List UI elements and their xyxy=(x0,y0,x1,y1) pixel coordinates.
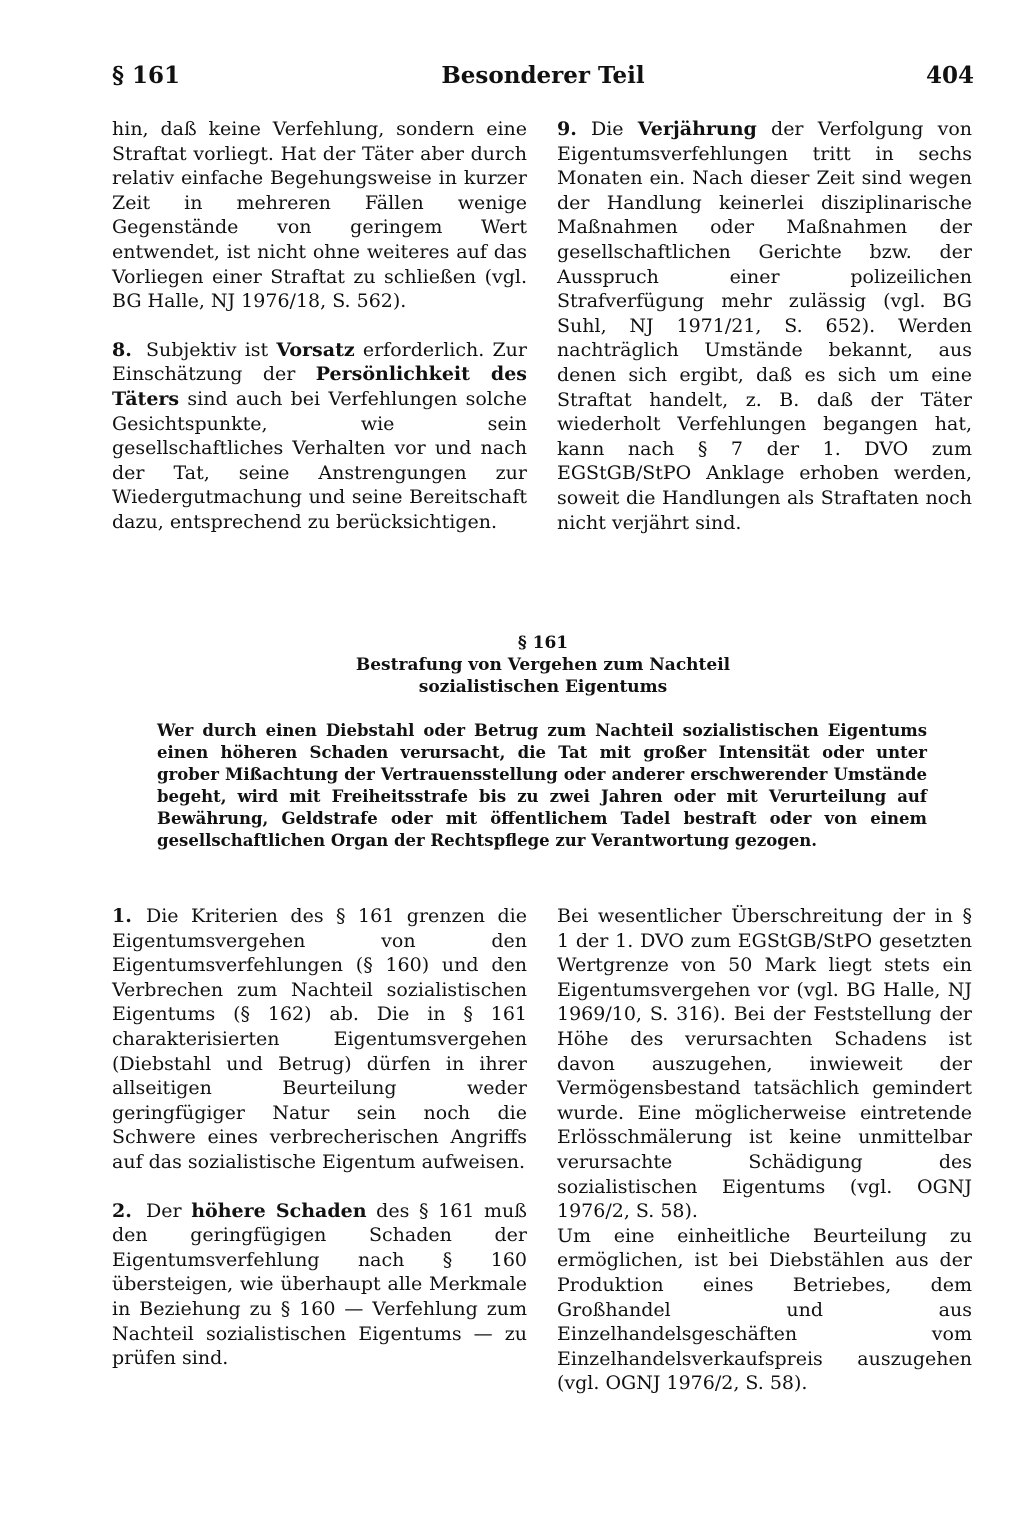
paragraph-9: 9. Die Verjährung der Verfolgung von Eigentumsverfehlungen tritt in sechs Monaten ein. Nach dieser Zeit sind wegen der Handlung keinerlei disziplinarische Maßnahmen oder Maßnahmen der gesellschaftlichen Gerichte bzw. der Ausspruch einer polizeilichen Strafverfügung mehr zulässig (vgl. BG Suhl, NJ 1971/21, S. 652). Werden nachträglich Umstände bekannt, aus denen sich ergibt, daß es sich um eine Straftat handelt, z. B. daß der Täter wiederholt Verfehlungen begangen hat, kann nach § 7 der 1. DVO zum EGStGB/StPO Anklage erhoben werden, soweit die Handlungen als Straftaten noch nicht verjährt sind. xyxy=(557,118,973,534)
law-text: Wer durch einen Diebstahl oder Betrug zum Nachteil sozialistischen Eigentums einen höheren Schaden verursacht, die Tat mit großer Intensität oder unter grober Mißachtung der Vertrauensstellung oder anderer erschwerender Umstände begeht, wird mit Freiheitsstrafe bis zu zwei Jahren oder mit Verurteilung auf Bewährung, Geldstrafe oder mit öffentlichem Tadel bestraft oder von einem gesellschaftlichen Organ der Rechtspflege zur Verantwortung gezogen. xyxy=(157,721,927,850)
paragraph-2-continuation-a: Bei wesentlicher Überschreitung der in § 1 der 1. DVO zum EGStGB/StPO gesetzten Wertgrenze von 50 Mark liegt stets ein Eigentumsvergehen vor (vgl. BG Halle, NJ 1969/10, S. 316). Bei der Feststellung der Höhe des verursachten Schadens ist davon auszugehen, inwieweit der Vermögensbestand tatsächlich gemindert wurde. Eine möglicherweise eintretende Erlösschmälerung ist keine unmittelbar verursachte Schädigung des sozialistischen Eigentums (vgl. OGNJ 1976/2, S. 58). xyxy=(557,905,972,1223)
law-heading xyxy=(112,632,974,698)
paragraph-number: 9. xyxy=(557,118,577,140)
paragraph-number: 1. xyxy=(112,905,132,927)
header-title: Besonderer Teil xyxy=(441,62,645,89)
upper-left-column xyxy=(112,117,527,535)
keyword: höhere Schaden xyxy=(191,1199,367,1222)
keyword: Persönlichkeit des Täters xyxy=(112,363,527,410)
header-section: § 161 xyxy=(112,62,181,89)
paragraph-number: 8. xyxy=(112,338,132,361)
paragraph-8: 8. Subjektiv ist Vorsatz erforderlich. Zur Einschätzung der Persönlichkeit des Täters sind auch bei Verfehlungen solche Gesichtspunkte, wie sein gesellschaftliches Verhalten vor und nach der Tat, seine Anstrengungen zur Wiedergutmachung und seine Bereitschaft dazu, entsprechend zu berücksichtigen. xyxy=(112,338,527,533)
law-title-line-2: sozialistischen Eigentums xyxy=(418,677,668,697)
lower-right-column xyxy=(557,904,972,1396)
page-header xyxy=(112,62,974,96)
paragraph-7-continuation: hin, daß keine Verfehlung, sondern eine Straftat vorliegt. Hat der Täter aber durch relativ einfache Begehungsweise in kurzer Zeit in mehreren Fällen wenige Gegenstände von geringem Wert entwendet, ist nicht ohne weiteres auf das Vorliegen einer Straftat zu schließen (vgl. BG Halle, NJ 1976/18, S. 562). xyxy=(112,118,527,313)
paragraph-2-continuation-b: Um eine einheitliche Beurteilung zu ermöglichen, ist bei Diebstählen aus der Produktion eines Betriebes, dem Großhandel und aus Einzelhandelsgeschäften vom Einzelhandelsverkaufspreis auszugehen (vgl. OGNJ 1976/2, S. 58). xyxy=(557,1224,972,1395)
law-title-line-1: Bestrafung von Vergehen zum Nachteil xyxy=(355,655,731,675)
law-section-number: § 161 xyxy=(517,633,569,653)
paragraph-2: 2. Der höhere Schaden des § 161 muß den geringfügigen Schaden der Eigentumsverfehlung nach § 160 übersteigen, wie überhaupt alle Merkmale in Beziehung zu § 160 — Verfehlung zum Nachteil sozialistischen Eigentums — zu prüfen sind. xyxy=(112,1199,527,1370)
paragraph-number: 2. xyxy=(112,1199,132,1222)
keyword: Verjährung xyxy=(637,118,757,140)
lower-left-column xyxy=(112,904,527,1371)
keyword: Vorsatz xyxy=(276,338,355,361)
paragraph-1: 1. Die Kriterien des § 161 grenzen die Eigentumsvergehen von den Eigentumsverfehlungen (§ 160) und den Verbrechen zum Nachteil sozialistischen Eigentums (§ 162) ab. Die in § 161 charakterisierten Eigentumsvergehen (Diebstahl und Betrug) dürfen in ihrer allseitigen Beurteilung weder geringfügiger Natur sein noch die Schwere eines verbrecherischen Angriffs auf das sozialistische Eigentum aufweisen. xyxy=(112,905,527,1173)
page-number: 404 xyxy=(925,62,974,89)
upper-right-column xyxy=(557,117,972,535)
